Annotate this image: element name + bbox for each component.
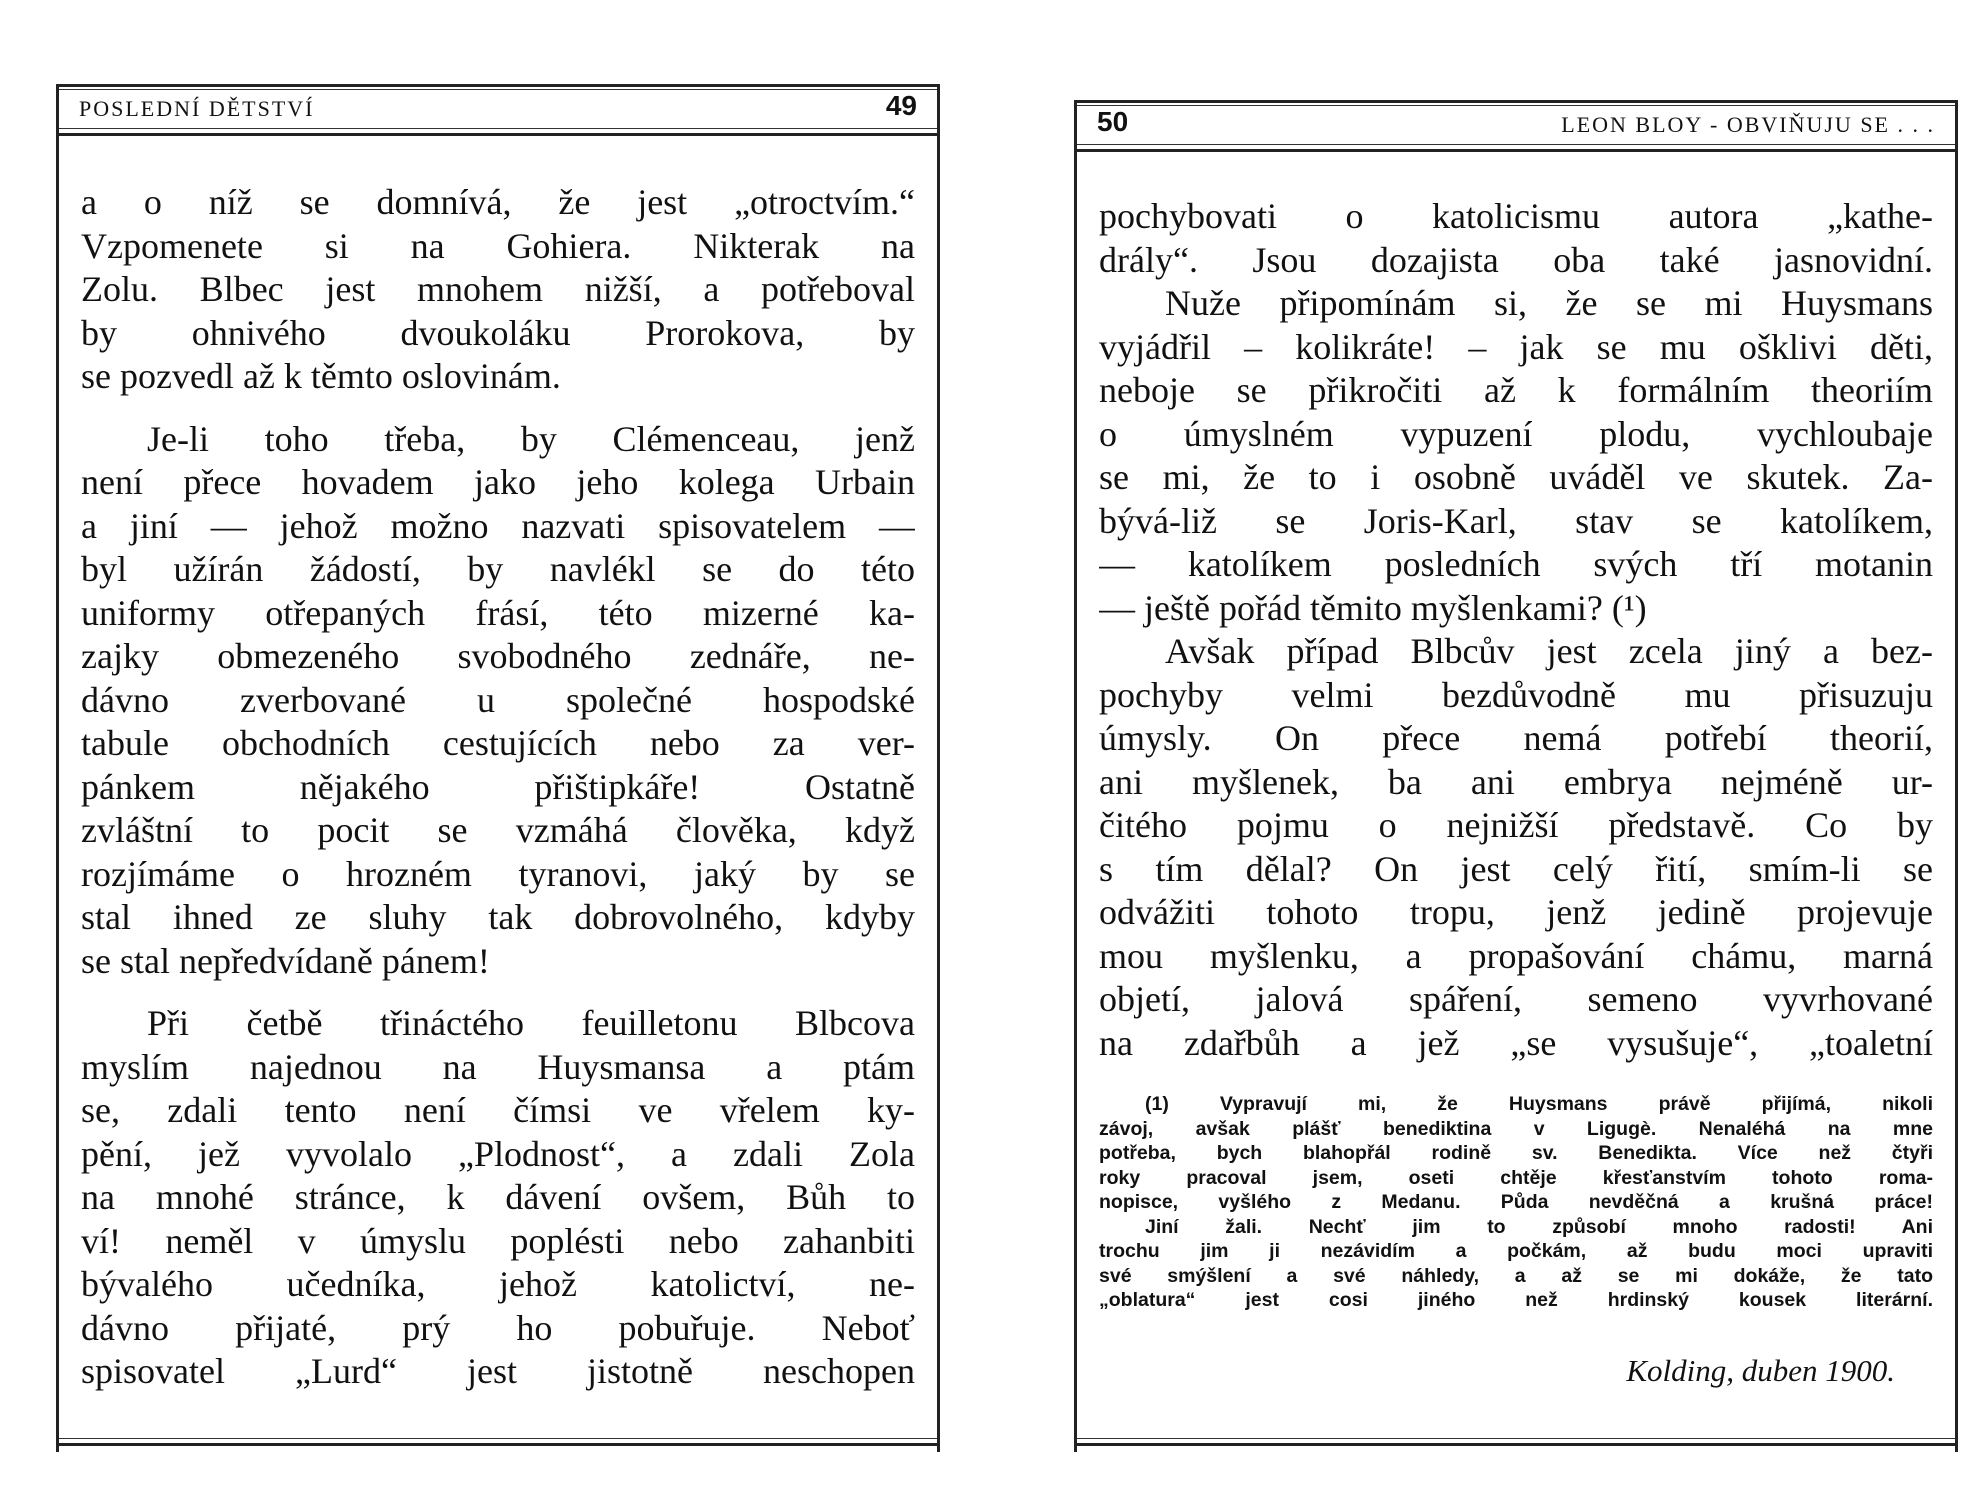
text-line: Avšak případ Blbcův jest zcela jiný a bez-: [1165, 631, 1933, 671]
footnote-line: trochu jim ji nezávidím a počkám, až budu moci upraviti: [1099, 1240, 1933, 1262]
left-page-header: [79, 90, 917, 122]
text-line: se pozvedl až k těmto oslovinám.: [81, 356, 561, 396]
page-number: 49: [885, 90, 917, 121]
text-line: čitého pojmu o nejnižší představě. Co by: [1099, 805, 1933, 845]
paragraph: [81, 181, 915, 399]
paragraph: [81, 418, 915, 984]
text-line: Při četbě třináctého feuilletonu Blbcova: [147, 1003, 915, 1043]
running-title: POSLEDNÍ DĚTSTVÍ: [79, 96, 315, 121]
header-top-rule-thin: [59, 89, 937, 90]
header-top-rule-thin: [1077, 105, 1955, 106]
text-line: uniformy otřepaných frásí, této mizerné ka-: [81, 592, 915, 633]
text-line: vyjádřil – kolikráte! – jak se mu ošklivi děti,: [1099, 326, 1933, 367]
text-line: tabule obchodních cestujících nebo za ver-: [81, 723, 915, 763]
text-line: o úmyslném vypuzení plodu, vychloubaje: [1099, 413, 1933, 454]
text-line: úmysly. On přece nemá potřebí theorií,: [1099, 718, 1933, 758]
text-line: spisovatel „Lurd“ jest jistotně neschopen: [81, 1351, 915, 1391]
footnote-line: potřeba, bych blahopřál rodině sv. Benedikta. Více než čtyři: [1099, 1142, 1933, 1164]
footnote-line: Jiní žali. Nechť jim to způsobí mnoho radosti! Ani: [1145, 1215, 1933, 1238]
text-line: ví! neměl v úmyslu poplésti nebo zahanbiti: [81, 1220, 915, 1261]
header-top-rule: [59, 84, 937, 87]
text-line: se stal nepředvídaně pánem!: [81, 940, 490, 981]
header-bottom-rule: [59, 133, 937, 136]
text-line: Zolu. Blbec jest mnohem nižší, a potřeboval: [81, 269, 915, 309]
text-line: Je-li toho třeba, by Clémenceau, jenž: [147, 418, 915, 459]
paragraph: [1099, 630, 1933, 1065]
text-line: pánkem nějakého přištipkáře! Ostatně: [81, 766, 915, 807]
text-line: se mi, že to i osobně uváděl ve skutek. Za-: [1099, 457, 1933, 497]
text-line: na zdařbůh a jež „se vysušuje“, „toaletní: [1099, 1022, 1933, 1063]
footer-rule-thin: [59, 1438, 937, 1439]
text-line: není přece hovadem jako jeho kolega Urbain: [81, 462, 915, 502]
text-line: a jiní — jehož možno nazvati spisovatelem —: [81, 505, 915, 546]
text-line: by ohnivého dvoukoláku Prorokova, by: [81, 312, 915, 353]
text-line: bývalého učedníka, jehož katolictví, ne-: [81, 1264, 915, 1304]
footnote-line: „oblatura“ jest cosi jiného než hrdinský kousek literární.: [1099, 1289, 1933, 1311]
header-bottom-rule-thin: [59, 128, 937, 129]
text-line: bývá-liž se Joris-Karl, stav se katolíkem,: [1099, 500, 1933, 541]
text-line: zajky obmezeného svobodného zednáře, ne-: [81, 636, 915, 676]
text-line: drály“. Jsou dozajista oba také jasnovidní.: [1099, 239, 1933, 280]
footnote-line: roky pracoval jsem, oseti chtěje křesťanstvím tohoto roma-: [1099, 1166, 1933, 1189]
header-bottom-rule-thin: [1077, 144, 1955, 145]
text-line: odvážiti tohoto tropu, jenž jedině projevuje: [1099, 892, 1933, 932]
text-line: — katolíkem posledních svých tří motanin: [1099, 544, 1933, 584]
text-line: pění, jež vyvolalo „Plodnost“, a zdali Zola: [81, 1133, 915, 1174]
footnote: [1099, 1092, 1933, 1313]
page-number: 50: [1097, 106, 1129, 137]
left-page-text: [81, 181, 915, 1394]
text-line: zvláštní to pocit se vzmáhá člověka, když: [81, 810, 915, 850]
text-line: dávno přijaté, prý ho pobuřuje. Neboť: [81, 1307, 915, 1348]
footnote-line: závoj, avšak plášť benediktina v Ligugè. Nenaléhá na mne: [1099, 1117, 1933, 1140]
footnote-line: své smýšlení a své náhledy, a až se mi dokáže, že tato: [1099, 1264, 1933, 1287]
footer-rule-thin: [1077, 1438, 1955, 1439]
text-line: pochybovati o katolicismu autora „kathe-: [1099, 196, 1933, 236]
footnote-line: nopisce, vyšlého z Medanu. Půda nevděčná a krušná práce!: [1099, 1191, 1933, 1213]
text-line: byl užírán žádostí, by navlékl se do této: [81, 549, 915, 589]
text-line: a o níž se domnívá, že jest „otroctvím.“: [81, 182, 915, 222]
footnote-line: (1) Vypravují mi, že Huysmans právě přijímá, nikoli: [1145, 1093, 1933, 1115]
text-line: Nuže připomínám si, že se mi Huysmans: [1165, 283, 1933, 323]
footer-rule: [1077, 1443, 1955, 1446]
text-line: pochyby velmi bezdůvodně mu přisuzuju: [1099, 674, 1933, 715]
text-line: — ještě pořád těmito myšlenkami? (¹): [1099, 587, 1647, 628]
text-line: s tím dělal? On jest celý řití, smím-li se: [1099, 848, 1933, 889]
text-line: na mnohé stránce, k dávení ovšem, Bůh to: [81, 1177, 915, 1217]
right-page-text: [1099, 195, 1933, 1065]
paragraph: [1099, 282, 1933, 630]
text-line: se, zdali tento není čímsi ve vřelem ky-: [81, 1090, 915, 1130]
text-line: neboje se přikročiti až k formálním theoriím: [1099, 370, 1933, 410]
paragraph: [1099, 195, 1933, 282]
text-line: Vzpomenete si na Gohiera. Nikterak na: [81, 225, 915, 266]
header-bottom-rule: [1077, 149, 1955, 152]
text-line: ani myšlenek, ba ani embrya nejméně ur-: [1099, 761, 1933, 802]
text-line: objetí, jalová spáření, semeno vyvrhované: [1099, 979, 1933, 1019]
header-top-rule: [1077, 100, 1955, 103]
text-line: myslím najednou na Huysmansa a ptám: [81, 1046, 915, 1087]
signature-dateline: Kolding, duben 1900.: [1626, 1353, 1895, 1388]
text-line: stal ihned ze sluhy tak dobrovolného, kdyby: [81, 897, 915, 937]
right-page-header: [1097, 106, 1935, 138]
running-title: LEON BLOY - OBVIŇUJU SE . . .: [1561, 112, 1935, 137]
right-page: [1074, 100, 1958, 1452]
footer-rule: [59, 1443, 937, 1446]
left-page: [56, 84, 940, 1452]
paragraph: [81, 1002, 915, 1394]
text-line: mou myšlenku, a propašování chámu, marná: [1099, 935, 1933, 976]
text-line: rozjímáme o hrozném tyranovi, jaký by se: [81, 853, 915, 894]
text-line: dávno zverbované u společné hospodské: [81, 679, 915, 720]
